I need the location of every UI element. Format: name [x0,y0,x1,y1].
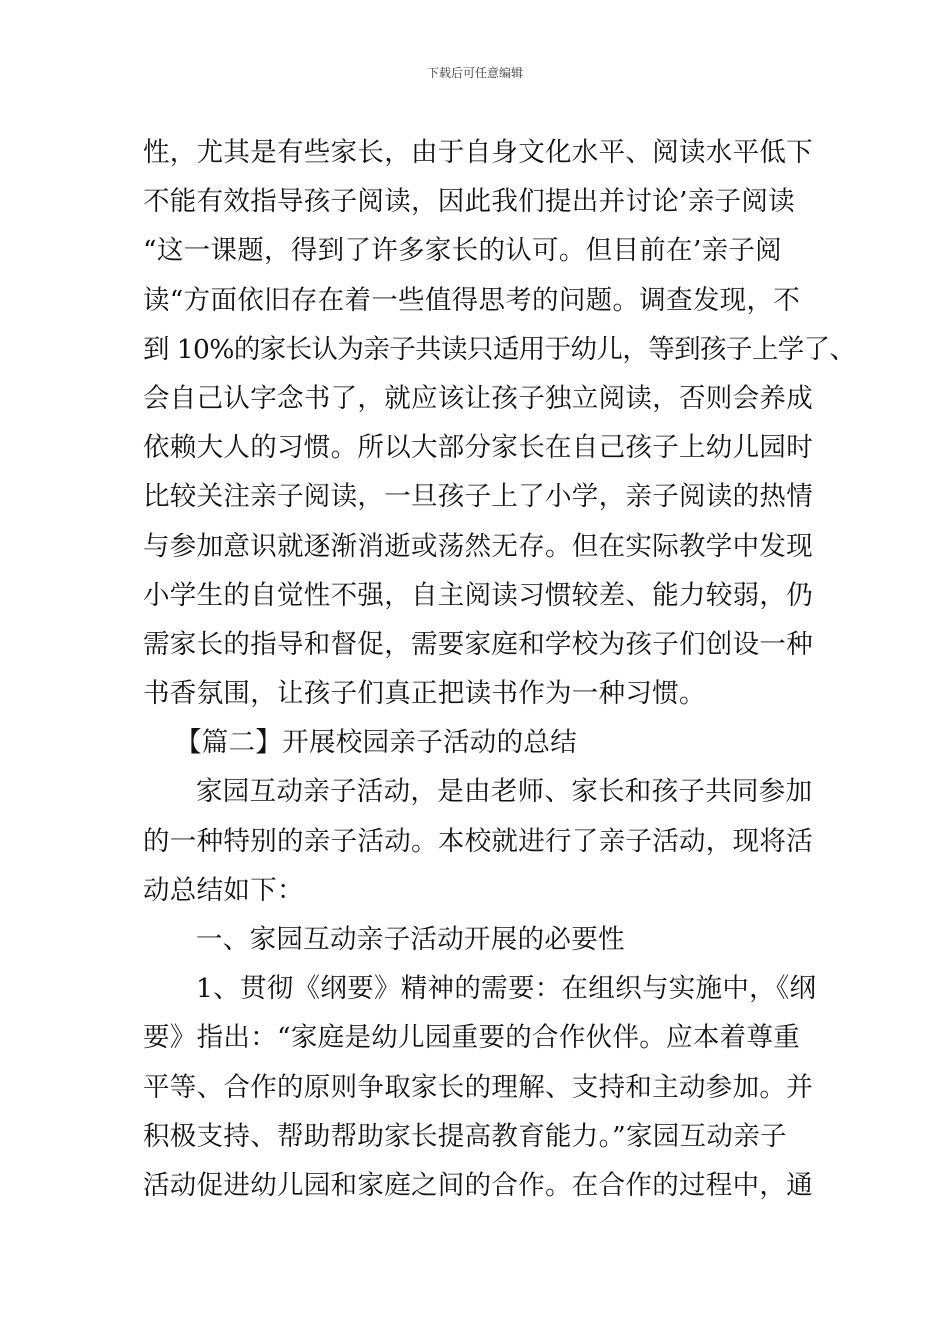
subsection-heading: 一、家园互动亲子活动开展的必要性 [196,924,625,955]
section-heading: 【篇二】开展校园亲子活动的总结 [175,727,577,759]
paragraph-start-line: 1、贯彻《纲要》精神的需要：在组织与实施中，《纲 [196,973,817,1005]
body-line: 书香氛围，让孩子们真正把读书作为一种习惯。 [143,678,706,710]
body-line: 不能有效指导孩子阅读，因此我们提出并讨论’亲子阅读 [143,186,795,218]
body-line: 活动促进幼儿园和家庭之间的合作。在合作的过程中，通 [143,1169,813,1201]
body-line: 积极支持、帮助帮助家长提高教育能力。”家园互动亲子 [143,1120,787,1152]
body-line: 小学生的自觉性不强，自主阅读习惯较差、能力较弱，仍 [143,579,813,611]
body-line: 动总结如下： [143,874,304,906]
body-line: 到 10%的家长认为亲子共读只适用于幼儿，等到孩子上学了、 [143,333,856,365]
paragraph-start-line: 家园互动亲子活动，是由老师、家长和孩子共同参加 [196,776,813,808]
body-line: 要》指出：“家庭是幼儿园重要的合作伙伴。应本着尊重 [143,1022,801,1054]
body-line: 平等、合作的原则争取家长的理解、支持和主动参加。并 [143,1071,813,1103]
body-line: 比较关注亲子阅读，一旦孩子上了小学，亲子阅读的热情 [143,481,813,513]
body-line: 需家长的指导和督促，需要家庭和学校为孩子们创设一种 [143,628,813,660]
body-line: 读“方面依旧存在着一些值得思考的问题。调查发现，不 [143,284,801,316]
body-line: 会自己认字念书了，就应该让孩子独立阅读，否则会养成 [143,382,813,414]
body-line: 依赖大人的习惯。所以大部分家长在自己孩子上幼儿园时 [143,432,813,464]
document-body [143,128,856,1210]
body-line: 的一种特别的亲子活动。本校就进行了亲子活动，现将活 [143,825,813,857]
body-line: 性，尤其是有些家长，由于自身文化水平、阅读水平低下 [143,137,813,168]
body-line: 与参加意识就逐渐消逝或荡然无存。但在实际教学中发现 [143,530,813,562]
page-header-note: 下载后可任意编辑 [426,66,523,80]
body-line: “这一课题，得到了许多家长的认可。但目前在’亲子阅 [143,235,782,267]
